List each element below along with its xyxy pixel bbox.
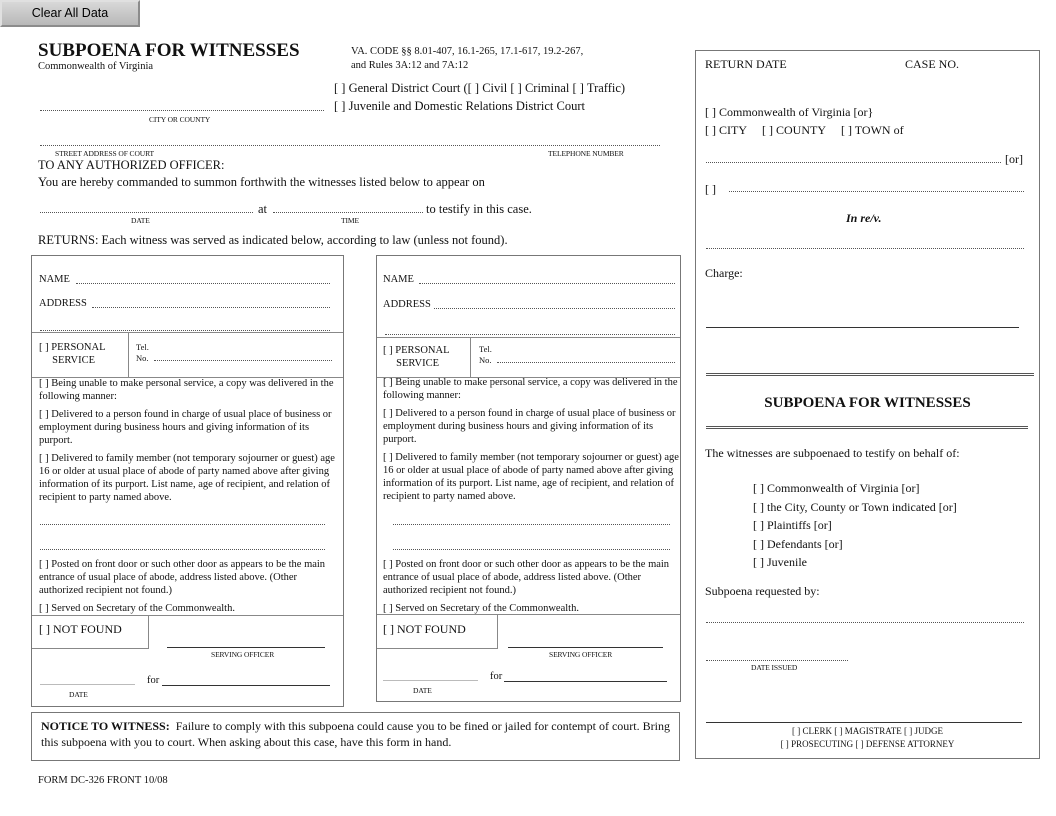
page-title: SUBPOENA FOR WITNESSES [38,40,300,61]
personal-service-checkbox[interactable]: [ ] PERSONAL SERVICE [39,342,106,366]
behalf-option-plaintiffs[interactable]: [ ] Plaintiffs [or] [753,518,832,532]
civil-label: Civil [482,81,508,95]
behalf-option-juvenile[interactable]: [ ] Juvenile [753,555,807,569]
in-re-label: In re/v. [846,211,882,225]
not-found-checkbox[interactable]: [ ] NOT FOUND [383,622,466,636]
tel-label: Tel. [479,344,492,354]
street-address-label: STREET ADDRESS OF COURT [55,149,155,158]
court-type-gdc [334,81,625,96]
tel-field[interactable] [497,362,675,363]
date-field[interactable] [383,680,478,681]
secretary-option[interactable]: [ ] Served on Secretary of the Commonwealth. [39,603,235,614]
unable-option[interactable]: [ ] Being unable to make personal service, a copy was delivered in the following manner: [383,377,678,401]
recipient-field-1[interactable] [40,524,325,525]
county-checkbox[interactable]: [ ] COUNTY [762,123,826,137]
clerk-checkbox[interactable]: [ ] CLERK [791,726,832,736]
city-county-label: CITY OR COUNTY [149,115,211,124]
in-re-field[interactable] [706,248,1024,249]
address-field-2[interactable] [40,330,330,331]
name-field[interactable] [76,283,330,284]
subtitle: Commonwealth of Virginia [38,61,154,72]
at-label: at [258,202,268,216]
notice-label: NOTICE TO WITNESS: [41,719,170,733]
traffic-label: Traffic) [586,81,626,95]
jdr-label: Juvenile and Domestic Relations District Court [348,99,585,113]
tel-label: Tel. [136,342,149,352]
date-label: DATE [131,216,150,225]
secretary-option[interactable]: [ ] Served on Secretary of the Commonwealth. [383,603,579,614]
for-label: for [490,671,503,682]
for-label: for [147,675,160,686]
serving-officer-label: SERVING OFFICER [211,650,275,659]
date-field[interactable] [40,684,135,685]
code-line-1: VA. CODE §§ 8.01-407, 16.1-265, 17.1-617, 19.2-267, [351,46,584,57]
not-found-checkbox[interactable]: [ ] NOT FOUND [39,622,122,636]
notice-box [31,712,680,761]
telephone-label: TELEPHONE NUMBER [548,149,624,158]
address-label: ADDRESS [383,299,431,310]
prosecuting-checkbox[interactable]: [ ] PROSECUTING [780,739,854,749]
address-field[interactable] [434,308,675,309]
behalf-options [753,479,957,572]
locality-type [705,123,904,138]
magistrate-checkbox[interactable]: [ ] MAGISTRATE [834,726,902,736]
requested-by-label: Subpoena requested by: [705,584,820,598]
time-label: TIME [341,216,359,225]
town-checkbox[interactable]: [ ] TOWN of [841,123,904,137]
posted-option[interactable]: [ ] Posted on front door or such other door as appears to be the main entrance of usual place of abode, address listed above. (Other authorized recipient not found.) [39,559,326,596]
notice-text: Failure to comply with this subpoena could cause you to be fined or jailed for contempt of court. Bring this subpoena with you to court. When asking about this case, have this form in hand. [41,719,670,749]
no-label: No. [136,353,149,363]
city-checkbox[interactable]: [ ] CITY [705,123,747,137]
gdc-label: General District Court ( [348,81,468,95]
gdc-checkbox[interactable]: [ ] [334,81,346,95]
judge-checkbox[interactable]: [ ] JUDGE [904,726,944,736]
criminal-label: Criminal [524,81,570,95]
appear-date-field[interactable] [40,212,253,213]
address-label: ADDRESS [39,298,87,309]
posted-option[interactable]: [ ] Posted on front door or such other door as appears to be the main entrance of usual place of abode, address listed above. (Other authorized recipient not found.) [383,559,670,596]
case-no-label: CASE NO. [905,57,960,71]
name-label: NAME [39,274,70,285]
serving-officer-label: SERVING OFFICER [549,650,613,659]
recipient-field-1[interactable] [393,524,670,525]
court-type-jdr [334,99,585,114]
defense-attorney-checkbox[interactable]: [ ] DEFENSE ATTORNEY [855,739,955,749]
behalf-option-commonwealth[interactable]: [ ] Commonwealth of Virginia [or] [753,481,920,495]
panel-title: SUBPOENA FOR WITNESSES [764,395,971,411]
date-issued-field[interactable] [706,660,848,661]
personal-service-checkbox[interactable]: [ ] PERSONAL SERVICE [383,345,450,369]
witness-return-box-2 [376,255,681,702]
return-panel [695,50,1040,759]
delivered-family-option[interactable]: [ ] Delivered to family member (not temporary sojourner or guest) age 16 or older at usual place of abode of party named above after giving information of its purport. List name, age of recipient, and relation of recipient to party named above. [383,452,679,502]
criminal-checkbox[interactable]: [ ] [510,81,522,95]
to-officer: TO ANY AUTHORIZED OFFICER: [38,158,225,172]
date-label: DATE [413,686,432,695]
commonwealth-checkbox[interactable]: [ ] Commonwealth of Virginia [or} [705,105,874,119]
returns-text: RETURNS: Each witness was served as indicated below, according to law (unless not found). [38,233,508,247]
other-party-field[interactable] [729,191,1024,192]
delivered-family-option[interactable]: [ ] Delivered to family member (not temporary sojourner or guest) age 16 or older at usual place of abode of party named above after giving information of its purport. List name, age of recipient, and relation of recipient to party named above. [39,453,335,503]
no-label: No. [479,355,492,365]
testify-text: to testify in this case. [426,202,532,216]
charge-field[interactable] [706,327,1019,328]
name-field[interactable] [419,283,675,284]
clear-all-data-button[interactable]: Clear All Data [0,0,140,27]
date-issued-label: DATE ISSUED [751,663,798,672]
or-label: [or] [1005,152,1023,166]
recipient-field-2[interactable] [40,549,325,550]
behalf-option-locality[interactable]: [ ] the City, County or Town indicated [or] [753,499,957,514]
address-field-2[interactable] [385,334,675,335]
delivered-business-option[interactable]: [ ] Delivered to a person found in charge of usual place of business or employment during business hours and giving information of its purport. [39,409,332,446]
traffic-checkbox[interactable]: [ ] [572,81,584,95]
date-label: DATE [69,690,88,699]
charge-label: Charge: [705,266,743,280]
behalf-option-defendants[interactable]: [ ] Defendants [or] [753,536,843,551]
code-line-2: and Rules 3A:12 and 7A:12 [351,60,469,71]
delivered-business-option[interactable]: [ ] Delivered to a person found in charge of usual place of business or employment during business hours and giving information of its purport. [383,408,676,445]
appear-time-field[interactable] [273,212,423,213]
signature-field[interactable] [706,722,1022,723]
for-field[interactable] [162,685,330,686]
command-text: You are hereby commanded to summon forthwith the witnesses listed below to appear on [38,175,485,189]
return-date-label: RETURN DATE [705,57,787,71]
locality-field[interactable] [706,162,1001,163]
name-label: NAME [383,274,414,285]
civil-checkbox[interactable]: [ ] [467,81,480,95]
for-field[interactable] [504,681,667,682]
requested-by-field[interactable] [706,622,1024,623]
tel-field[interactable] [154,360,332,361]
unable-option[interactable]: [ ] Being unable to make personal service, a copy was delivered in the following manner: [39,378,334,402]
street-address-field[interactable] [40,145,660,146]
behalf-text: The witnesses are subpoenaed to testify on behalf of: [705,446,960,460]
form-id: FORM DC-326 FRONT 10/08 [38,775,168,786]
city-county-field[interactable] [40,110,324,111]
other-party-checkbox[interactable]: [ ] [705,182,716,196]
address-field[interactable] [92,307,330,308]
jdr-checkbox[interactable]: [ ] [334,99,346,113]
witness-return-box-1 [31,255,344,707]
recipient-field-2[interactable] [393,549,670,550]
